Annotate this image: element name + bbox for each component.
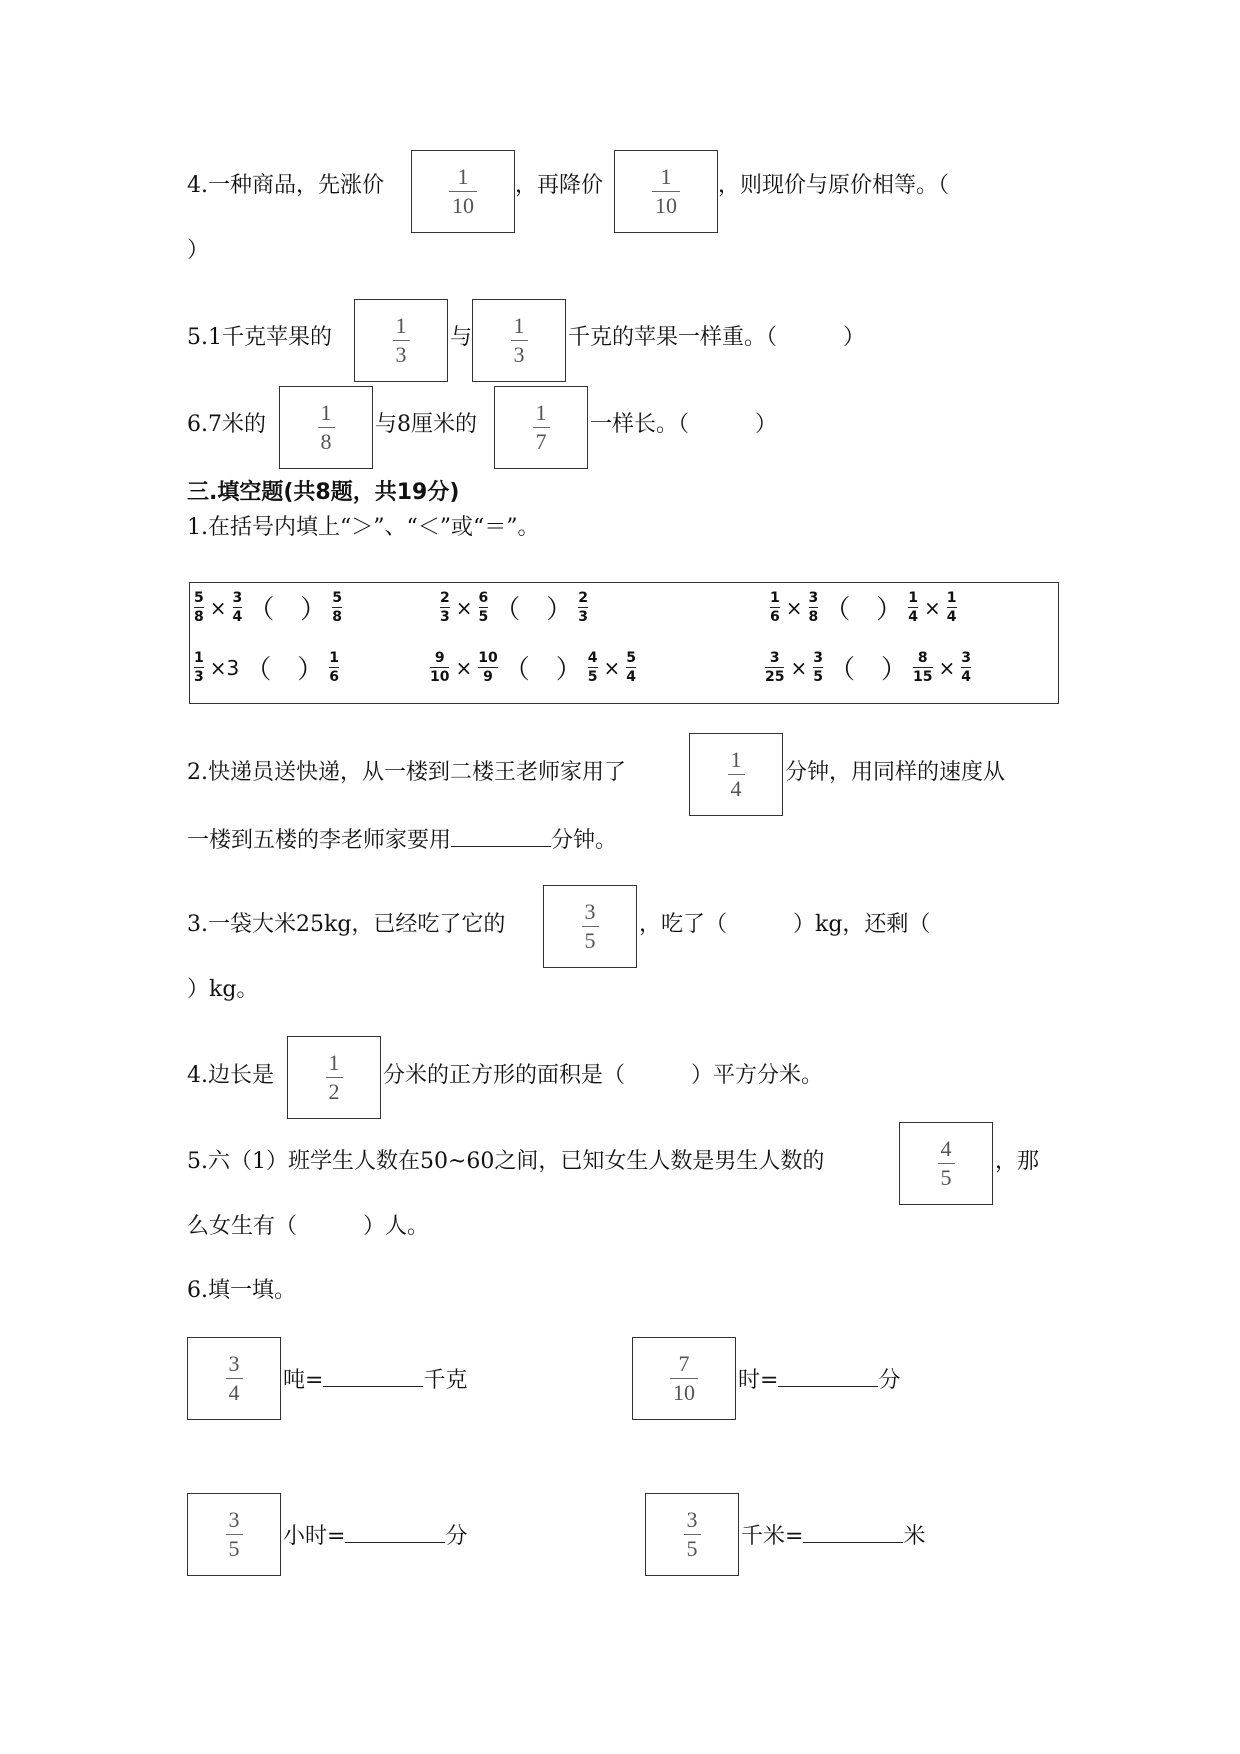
f5-text-tail: 么女生有（ ）人。 (187, 1214, 430, 1239)
q5-fraction-box-1 (354, 299, 448, 382)
answer-paren[interactable]: （ ） (494, 595, 573, 625)
numerator: 1 (457, 163, 469, 189)
f2-line1: 2.快递员送快递，从一楼到二楼王老师家用了 (187, 760, 626, 785)
q4-text-pre: 4.一种商品，先涨价 (187, 173, 384, 198)
f5-text-pre: 5.六（1）班学生人数在50~60之间，已知女生人数是男生人数的 (187, 1149, 825, 1174)
q6-fraction-box-2 (494, 386, 588, 469)
numerator: 1 (513, 312, 525, 338)
denominator: 10 (452, 193, 474, 219)
denominator: 5 (686, 1536, 698, 1562)
f6-item-2: 时= 分 (738, 1362, 900, 1392)
f6-fraction-box-2 (632, 1337, 736, 1420)
denominator: 4 (730, 776, 742, 802)
numerator: 3 (584, 898, 596, 924)
f3-text-tail: ）kg。 (187, 977, 259, 1002)
f2-fraction-box (689, 733, 783, 816)
denominator: 5 (940, 1165, 952, 1191)
f1-instruction: 1.在括号内填上“＞”、“＜”或“＝”。 (187, 515, 540, 540)
q4-fraction-box-1 (411, 150, 515, 233)
q6-text-pre: 6.7米的 (187, 412, 266, 437)
q6-text-post: 一样长。（ ） (590, 412, 778, 437)
f5-fraction-box (899, 1122, 993, 1205)
answer-paren[interactable]: （ ） (829, 655, 908, 685)
denominator: 10 (655, 193, 677, 219)
q4-fraction-box-2 (614, 150, 718, 233)
numerator: 1 (660, 163, 672, 189)
denominator: 5 (584, 928, 596, 954)
f6-fraction-box-1 (187, 1337, 281, 1420)
denominator: 10 (673, 1380, 695, 1406)
f5-text-post: ，那 (995, 1149, 1040, 1174)
denominator: 3 (513, 342, 525, 368)
answer-blank[interactable] (451, 822, 551, 847)
f6-item-3: 小时= 分 (283, 1518, 467, 1548)
answer-paren[interactable]: （ ） (245, 655, 324, 685)
f6-item-1: 吨= 千克 (283, 1362, 467, 1392)
numerator: 1 (395, 312, 407, 338)
f6-title: 6.填一填。 (187, 1278, 296, 1303)
numerator: 3 (228, 1350, 240, 1376)
numerator: 7 (678, 1350, 690, 1376)
cmp-item: 1 3 ×3 （ ） 1 6 (194, 650, 339, 685)
q5-text-post: 千克的苹果一样重。（ ） (568, 325, 866, 350)
f2-line2: 一楼到五楼的李老师家要用 分钟。 (187, 822, 617, 852)
f3-text-pre: 3.一袋大米25kg，已经吃了它的 (187, 912, 506, 937)
denominator: 7 (535, 429, 547, 455)
answer-paren[interactable]: （ ） (824, 595, 903, 625)
numerator: 1 (535, 399, 547, 425)
f4-fraction-box (287, 1036, 381, 1119)
answer-blank[interactable] (778, 1362, 878, 1387)
denominator: 5 (228, 1536, 240, 1562)
f4-text-pre: 4.边长是 (187, 1063, 274, 1088)
cmp-item: 2 3 × 6 5 （ ） 2 3 (440, 590, 589, 625)
q5-fraction-box-2 (472, 299, 566, 382)
denominator: 4 (228, 1380, 240, 1406)
comparison-table (189, 582, 1059, 704)
q5-text-pre: 5.1千克苹果的 (187, 325, 332, 350)
q5-text-mid: 与 (450, 325, 473, 350)
q4-text-post: ，则现价与原价相等。（ (718, 173, 950, 198)
answer-paren[interactable]: （ ） (248, 595, 327, 625)
f3-text-post: ，吃了（ ）kg，还剩（ (639, 912, 931, 937)
denominator: 3 (395, 342, 407, 368)
q4-text-tail: ） (187, 238, 210, 263)
answer-blank[interactable] (345, 1518, 445, 1543)
f6-item-4: 千米= 米 (741, 1518, 925, 1548)
numerator: 1 (320, 399, 332, 425)
f6-fraction-box-4 (645, 1493, 739, 1576)
numerator: 3 (228, 1506, 240, 1532)
f4-text-post: 分米的正方形的面积是（ ）平方分米。 (383, 1063, 824, 1088)
cmp-item: 1 6 × 3 8 （ ） 1 4 × 1 4 (770, 590, 957, 625)
q4-text-mid: ，再降价 (515, 173, 604, 198)
denominator: 8 (320, 429, 332, 455)
answer-blank[interactable] (803, 1518, 903, 1543)
cmp-item: 3 25 × 3 5 （ ） 8 15 × 3 4 (765, 650, 972, 685)
numerator: 4 (940, 1135, 952, 1161)
numerator: 1 (730, 746, 742, 772)
f2-line1b: 分钟，用同样的速度从 (785, 760, 1006, 785)
answer-paren[interactable]: （ ） (503, 655, 582, 685)
section-title: 三.填空题(共8题，共19分) (187, 480, 460, 505)
denominator: 2 (328, 1079, 340, 1105)
f6-fraction-box-3 (187, 1493, 281, 1576)
cmp-item: 5 8 × 3 4 （ ） 5 8 (194, 590, 343, 625)
q6-text-mid: 与8厘米的 (375, 412, 477, 437)
numerator: 3 (686, 1506, 698, 1532)
q6-fraction-box-1 (279, 386, 373, 469)
f3-fraction-box (543, 885, 637, 968)
answer-blank[interactable] (323, 1362, 423, 1387)
cmp-item: 9 10 × 10 9 （ ） 4 5 × 5 4 (430, 650, 637, 685)
numerator: 1 (328, 1049, 340, 1075)
